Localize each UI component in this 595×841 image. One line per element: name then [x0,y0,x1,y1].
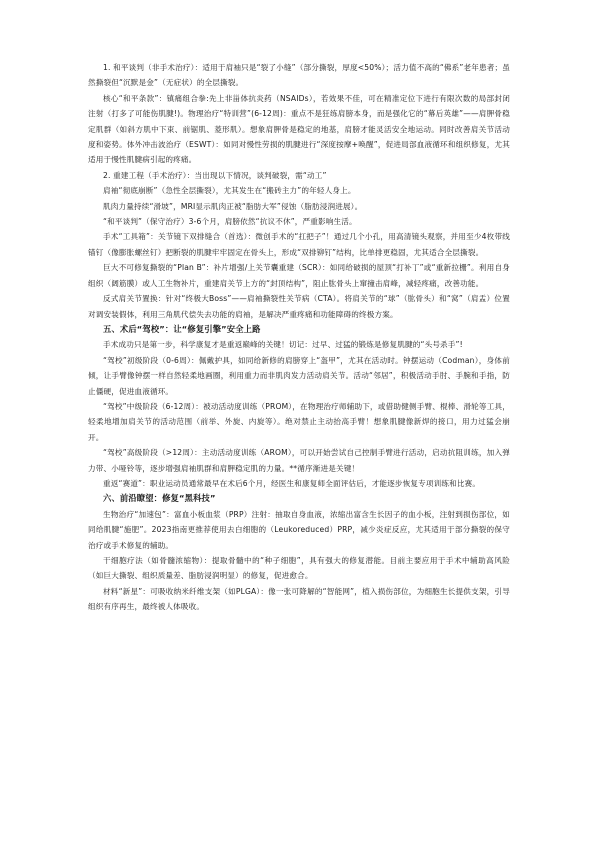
paragraph-rehab-intro: 手术成功只是第一步，科学康复才是重返巅峰的关键！切记：过早、过猛的锻炼是修复肌腱的“头号杀手”! [103,340,463,350]
section-heading-frontier: 六、前沿瞭望：修复“黑科技” [103,493,216,504]
paragraph-indication-3: “和平谈判”（保守治疗）3-6个月，肩膀依然“抗议不休”，严重影响生活。 [103,217,357,227]
document-body [88,60,510,615]
paragraph-prp: 生物治疗“加速包”：富血小板血浆（PRP）注射：抽取自身血液，浓缩出富含生长因子的血小板，注射到损伤部位，如同给肌腱“施肥”。2023指南更推荐使用去白细胞的（Leukoreduced）PRP，减少炎症反应，尤其适用于部分撕裂的保守治疗或手术修复的辅助。 [88,509,510,550]
paragraph-reverse-arthroplasty: 反式肩关节置换：针对“终极大Boss”——肩袖撕裂性关节病（CTA）。将肩关节的“球”（肱骨头）和“窝”（肩盂）位置对调安装假体，利用三角肌代偿失去功能的肩袖，是解决严重疼痛和功能障碍的终极方案。 [88,294,510,319]
paragraph-stem-cell: 干细胞疗法（如骨髓浓缩物）：提取骨髓中的“种子细胞”，具有强大的修复潜能。目前主要应用于手术中辅助高风险（如巨大撕裂、组织质量差、脂肪浸润明显）的修复，促进愈合。 [88,556,510,581]
paragraph-return-to-sport: 重返“赛道”：职业运动员通常最早在术后6个月，经医生和康复师全面评估后，才能逐步恢复专项训练和比赛。 [103,478,481,488]
paragraph-nonsurgical: 1. 和平谈判（非手术治疗）：适用于肩袖只是“裂了小缝”（部分撕裂，厚度<50%）；活力值不高的“佛系”老年患者；虽然撕裂但“沉默是金”（无症状）的全层撕裂。 [88,63,510,88]
paragraph-surgical: 2. 重建工程（手术治疗）：当出现以下情况，谈判破裂，需“动工” [103,170,327,180]
paragraph-peace-terms: 核心“和平条款”：镇痛组合拳:先上非甾体抗炎药（NSAIDs），若效果不佳，可在精准定位下进行有限次数的局部封闭注射（打多了可能伤肌腱!)。物理治疗“特训营”(6-12周)：重点不是狂练肩膀本身，而是强化它的“幕后英雄”——肩胛骨稳定肌群（如斜方肌中下束、前锯肌、菱形肌）。想象肩胛骨是稳定的地基，肩膀才能灵活安全地运动。同时改善肩关节活动度和姿势。体外冲击波治疗（ESWT）：如同对慢性劳损的肌腱进行“深度按摩+唤醒”，促进局部血液循环和组织修复，尤其适用于慢性肌腱病引起的疼痛。 [88,93,510,165]
paragraph-scaffold: 材料“新星”：可吸收纳米纤维支架（如PLGA）：像一张可降解的“智能网”，植入损伤部位，为细胞生长提供支架，引导组织有序再生，最终被人体吸收。 [88,586,510,612]
paragraph-indication-1: 肩袖“彻底崩断”（急性全层撕裂），尤其发生在“搬砖主力”的年轻人身上。 [103,186,356,196]
paragraph-toolbox: 手术“工具箱”：关节镜下双排缝合（首选）：微创手术的“扛把子”！通过几个小孔，用高清镜头观察，并用至少4枚带线锚钉（像膨胀螺丝钉）把断裂的肌腱牢牢固定在骨头上，形成“双排铆钉”结构，比单排更稳固，尤其适合全层撕裂。 [88,232,510,257]
paragraph-rehab-phase-3: “驾校”高级阶段（>12周）：主动活动度训练（AROM），可以开始尝试自己控制手臂进行活动，启动抗阻训练，加入弹力带、小哑铃等，逐步增强肩袖肌群和肩胛稳定肌的力量。**循序渐进是关键！ [88,448,510,473]
paragraph-rehab-phase-2: “驾校”中级阶段（6-12周）：被动活动度训练（PROM），在物理治疗师辅助下，或借助健侧手臂、棍棒、滑轮等工具，轻柔地增加肩关节的活动范围（前举、外旋、内旋等）。绝对禁止主动抬高手臂！想象肌腱像新焊的接口，用力过猛会崩开。 [88,401,510,442]
section-heading-rehab: 五、术后“驾校”：让“修复引擎”安全上路 [103,323,261,334]
paragraph-plan-b: 巨大不可修复撕裂的“Plan B”：补片增强/上关节囊重建（SCR）：如同给破损的屋顶“打补丁”或“重新拉栅”。利用自身组织（阔筋膜）或人工生物补片，重建肩关节上方的“封顶结构”，阻止肱骨头上窜撞击肩峰，减轻疼痛，改善功能。 [88,263,510,288]
paragraph-indication-2: 肌肉力量持续“滑坡”，MRI显示肌肉正被“脂肪大军”侵蚀（脂肪浸润进展）。 [103,201,363,211]
paragraph-rehab-phase-1: “驾校”初级阶段（0-6周）：佩戴护具，如同给新修的肩膀穿上“盔甲”，尤其在活动时。钟摆运动（Codman），身体前倾，让手臂像钟摆一样自然轻柔地画圈，利用重力而非肌肉发力活动肩关节。活动“邻居”，积极活动手肘、手腕和手指，防止僵硬，促进血液循环。 [88,355,510,396]
